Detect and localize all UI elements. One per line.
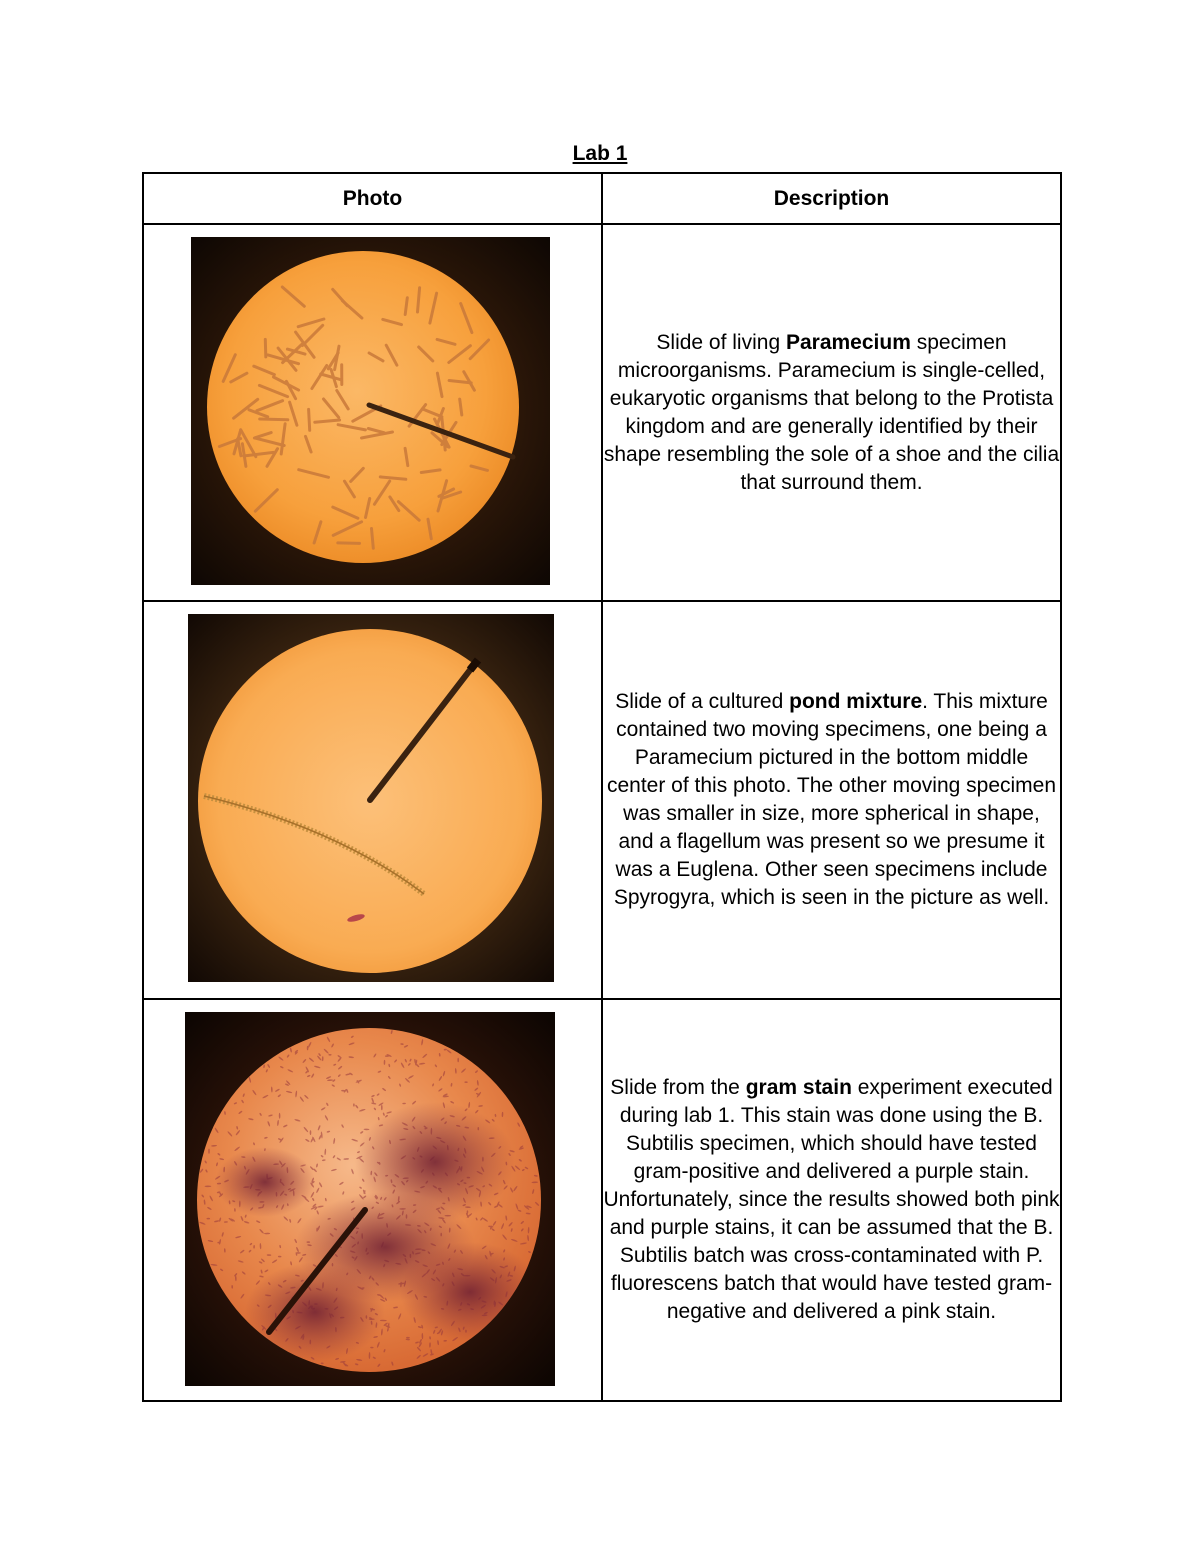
paramecium-micrograph [191,237,550,585]
lab-table [142,172,1062,1402]
specimen-name: gram stain [745,1076,852,1099]
table-row [143,601,1061,999]
specimen-name: Paramecium [785,330,911,354]
pond-mixture-micrograph [188,614,554,982]
table-header-row [143,173,1061,224]
description-text: Slide of living Paramecium specimen microorganisms. Paramecium is single-celled, eukaryotic organisms that belong to the Protista kingdom and are generally identified by their shape resembling the sole of a shoe and the cilia that surround them. [603,330,1060,494]
table-row [143,999,1061,1401]
description-text: Slide of a cultured pond mixture. This mixture contained two moving specimens, one being a Paramecium pictured in the bottom middle center of this photo. The other moving specimen was smaller in size, more spherical in shape, and a flagellum was present so we presume it was a Euglena. Other seen specimens include Spyrogyra, which is seen in the picture as well. [606,690,1057,909]
description-cell [602,601,1061,999]
photo-cell [143,224,602,601]
description-text: Slide from the gram stain experiment executed during lab 1. This stain was done using the B. Subtilis specimen, which should have tested gram-positive and delivered a purple stain. Unfortunately, since the results showed both pink and purple stains, it can be assumed that the B. Subtilis batch was cross-contaminated with P. fluorescens batch that would have tested gram-negative and delivered a pink stain. [603,1076,1060,1323]
description-column-header: Description [602,173,1061,224]
photo-cell [143,999,602,1401]
gram-stain-micrograph [185,1012,555,1386]
specimen-name: pond mixture [789,690,923,713]
page-title: Lab 1 [572,142,628,165]
description-cell [602,999,1061,1401]
photo-column-header: Photo [143,173,602,224]
photo-cell [143,601,602,999]
table-row [143,224,1061,601]
description-cell [602,224,1061,601]
